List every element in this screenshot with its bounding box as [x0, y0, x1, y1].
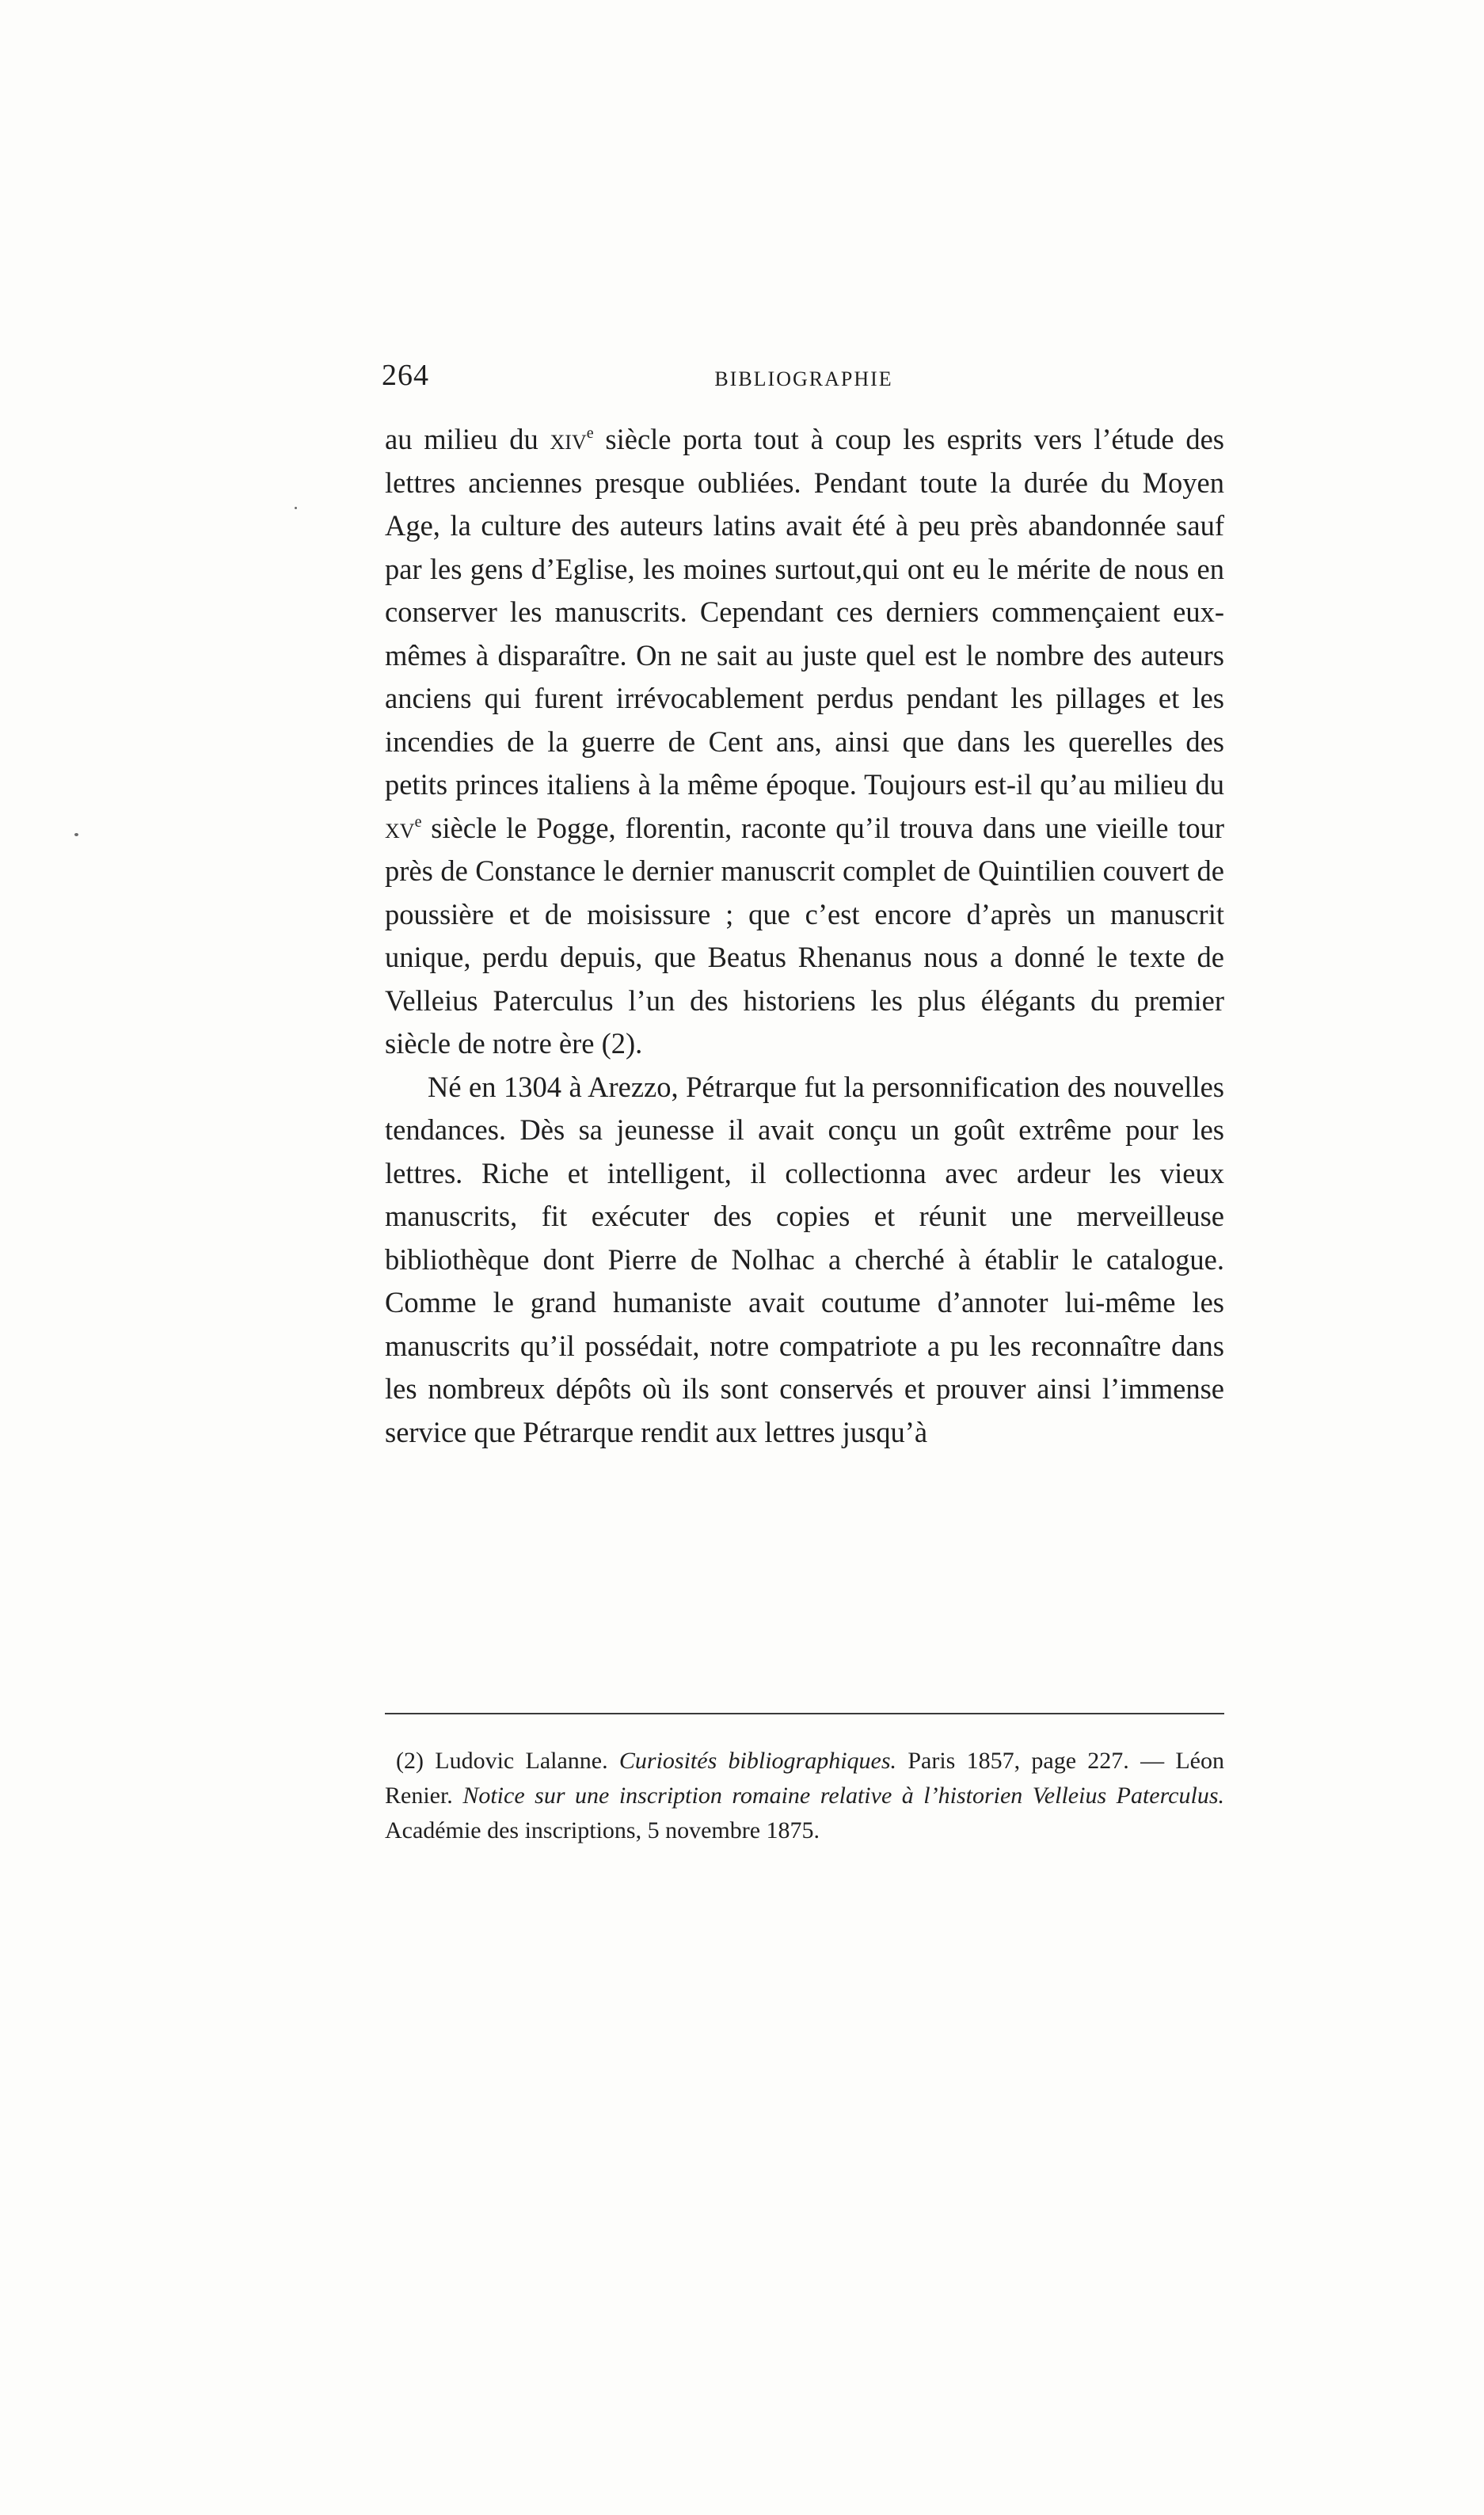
footnote-title-2: Notice sur une inscription romaine relative à l’historien Velleius Paterculus. [462, 1783, 1224, 1809]
running-head: BIBLIOGRAPHIE [714, 367, 893, 390]
p1-segment-b: siècle porta tout à coup les esprits vers l’étude des lettres anciennes presque oubliées. Pendant toute la durée du Moyen Age, la culture des auteurs latins avait été à peu près abandonnée sauf par les gens d’Eglise, les moines surtout,qui ont eu le mérite de nous en conserver les manuscrits. Cependant ces derniers commençaient eux-mêmes à disparaître. On ne sait au juste quel est le nombre des auteurs anciens qui furent irrévocablement perdus pendant les pillages et les incendies de la guerre de Cent ans, ainsi que dans les querelles des petits princes italiens à la même époque. Toujours est-il qu’au milieu du [385, 423, 1224, 801]
footnote-segment-c: Académie des inscriptions, 5 novembre 1875. [385, 1817, 820, 1843]
p1-segment-a: au milieu du [385, 423, 550, 455]
footnote-2 [385, 1744, 1224, 1848]
century-xv: xv [385, 811, 415, 844]
paper-speck [295, 507, 297, 509]
century-xiv-superscript: e [586, 424, 594, 442]
p1-segment-c: siècle le Pogge, florentin, raconte qu’il trouva dans une vieille tour près de Constance le dernier manuscrit complet de Quintilien couvert de poussière et de moisissure ; que c’est encore d’après un manuscrit unique, perdu depuis, que Beatus Rhenanus nous a donné le texte de Velleius Paterculus l’un des historiens les plus élégants du premier siècle de notre ère (2). [385, 811, 1224, 1060]
footnote-segment-a: (2) Ludovic Lalanne. [396, 1748, 619, 1774]
footnote [385, 1744, 1224, 1848]
page-header [382, 358, 1226, 405]
page-number: 264 [382, 359, 429, 392]
main-text [385, 418, 1224, 1454]
century-xiv: xiv [550, 423, 587, 455]
footnote-rule [385, 1713, 1224, 1714]
century-xv-superscript: e [414, 812, 422, 831]
footnote-segment-b: Paris 1857, page 227. — Léon Renier. [385, 1748, 1224, 1809]
paragraph-1 [385, 418, 1224, 1066]
paper-speck [74, 833, 78, 836]
paragraph-2: Né en 1304 à Arezzo, Pétrarque fut la personnification des nouvelles tendances. Dès sa jeunesse il avait conçu un goût extrême pour les lettres. Riche et intelligent, il collectionna avec ardeur les vieux manuscrits, fit exécuter des copies et réunit une merveilleuse bibliothèque dont Pierre de Nolhac a cherché à établir le catalogue. Comme le grand humaniste avait coutume d’annoter lui-même les manuscrits qu’il possédait, notre compatriote a pu les reconnaître dans les nombreux dépôts où ils sont conservés et prouver ainsi l’immense service que Pétrarque rendit aux lettres jusqu’à [385, 1070, 1224, 1448]
footnote-title-1: Curiosités bibliographiques. [618, 1748, 897, 1774]
